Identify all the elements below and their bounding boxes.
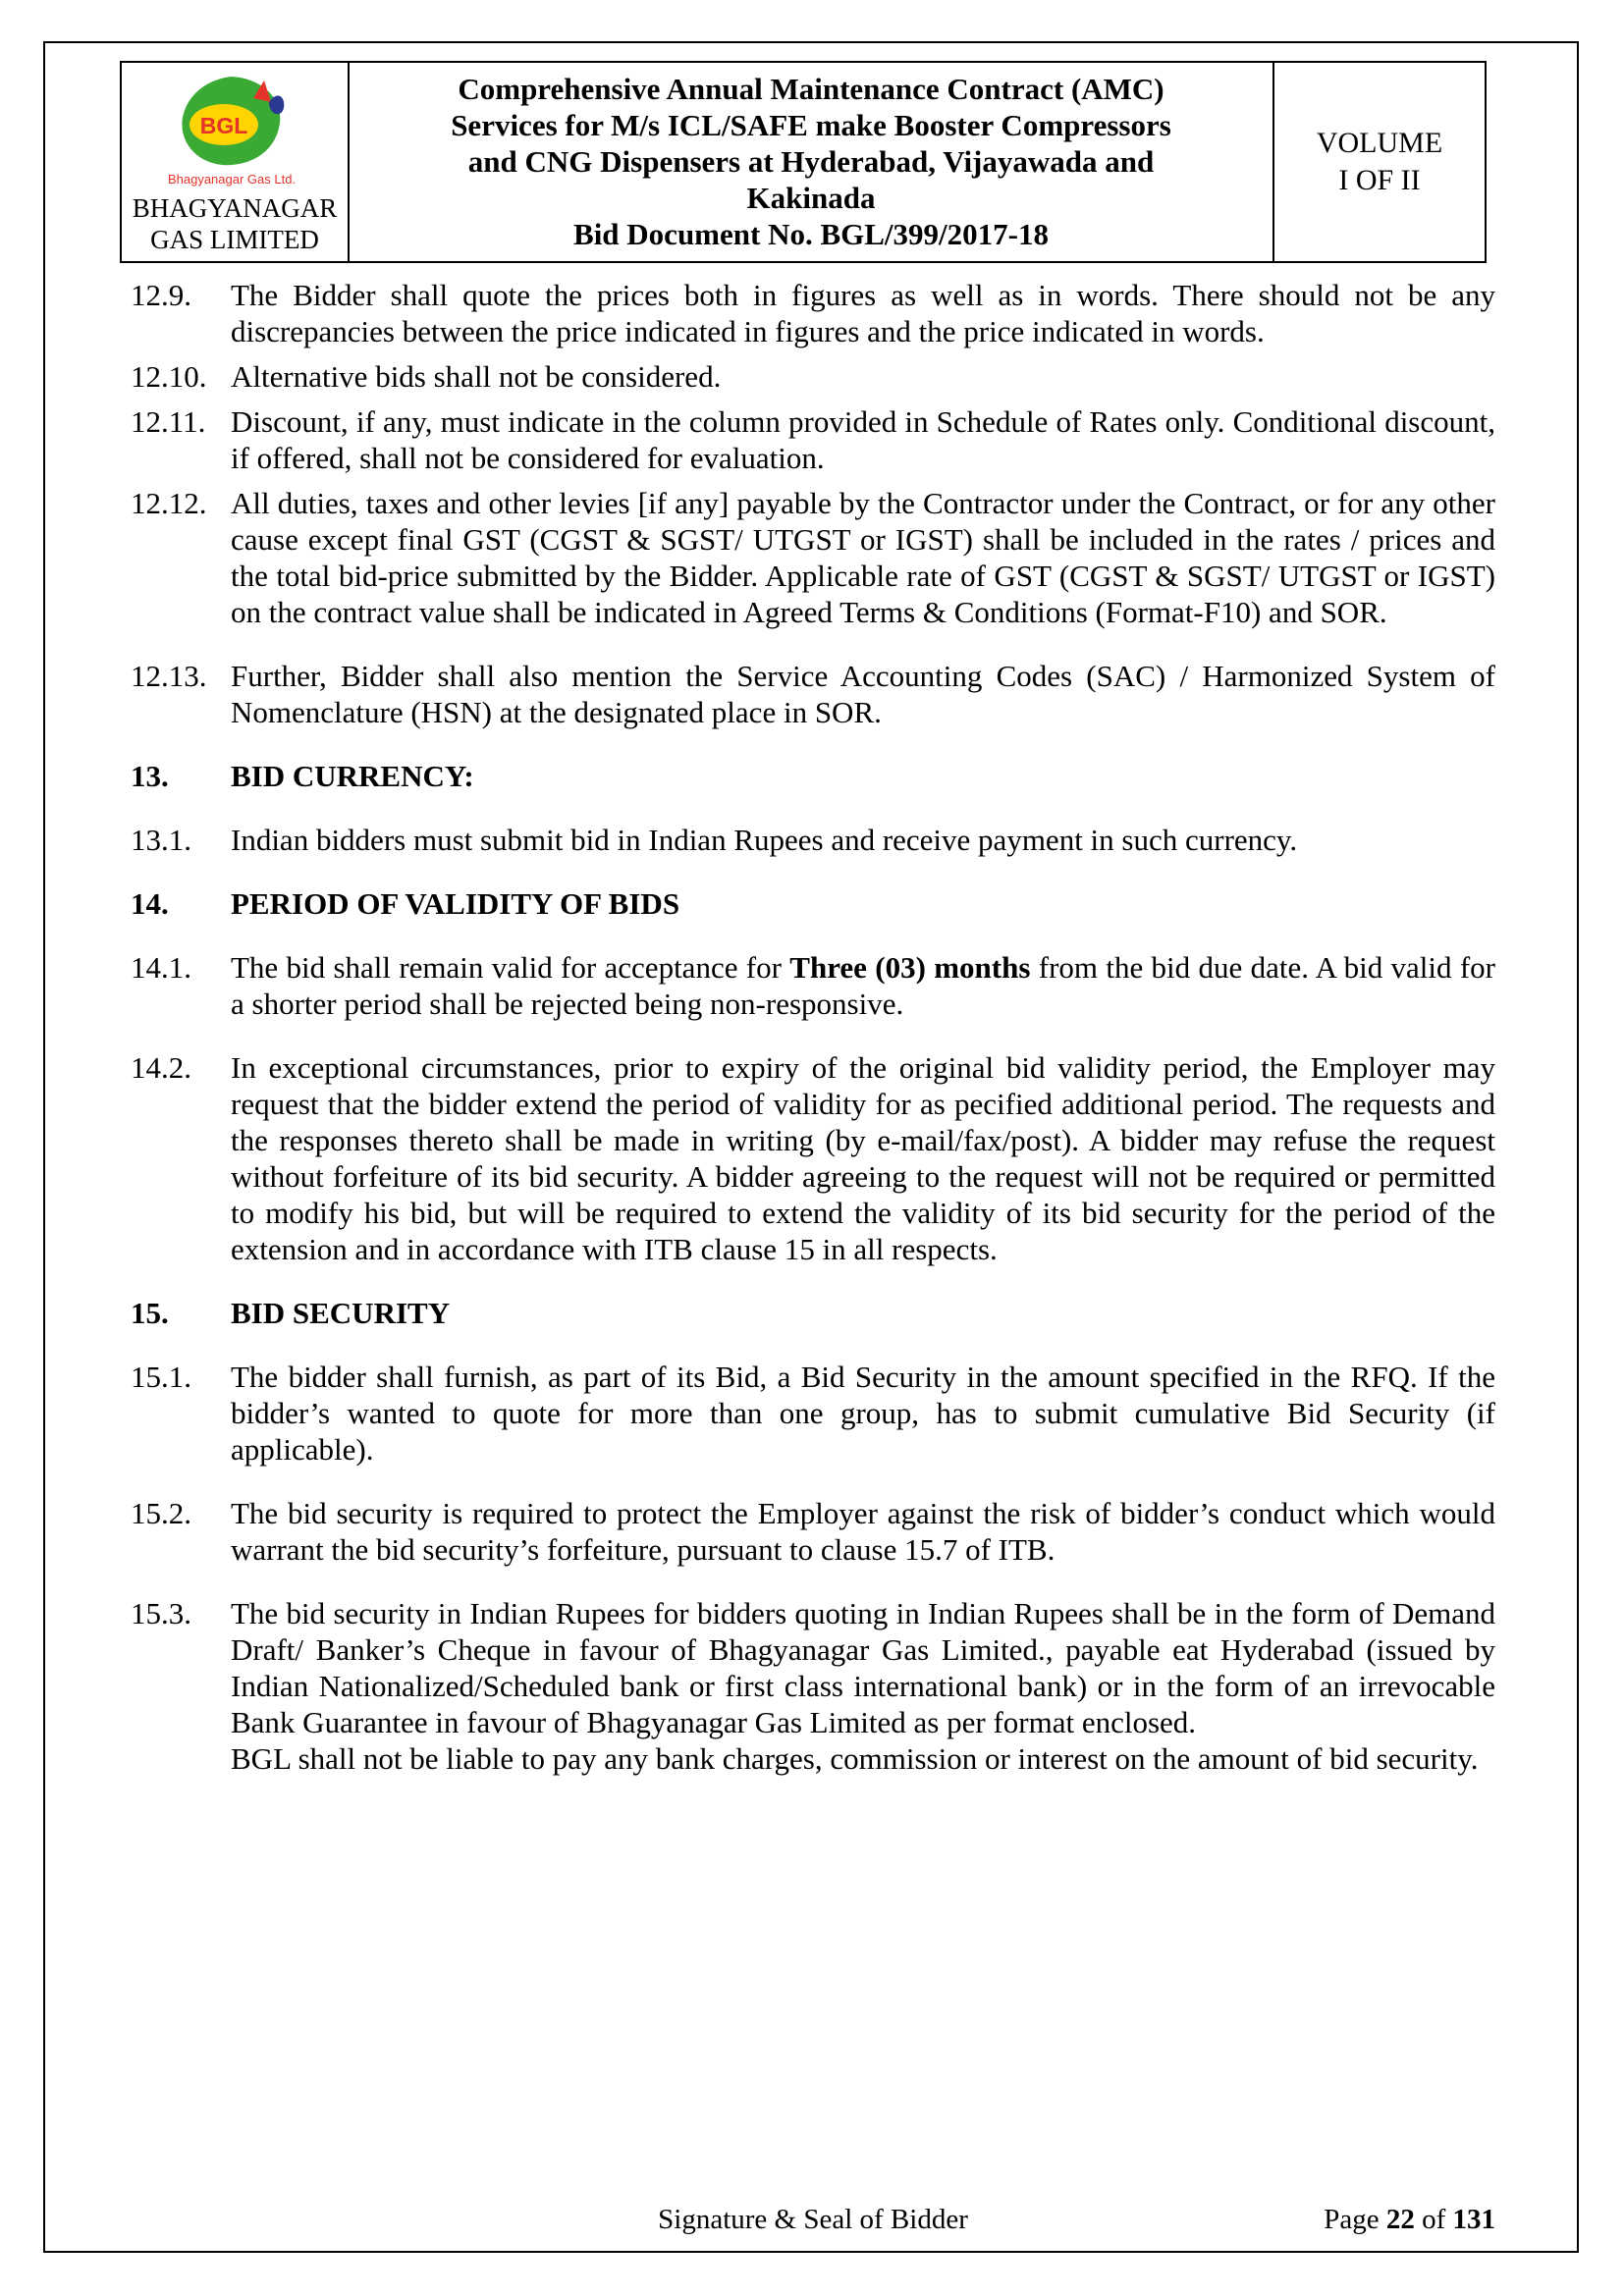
bgl-logo-icon bbox=[167, 71, 302, 190]
clause-number: 14. bbox=[131, 886, 169, 921]
company-name bbox=[133, 192, 338, 255]
page-number bbox=[1312, 2202, 1495, 2237]
clause-number: 12.9. bbox=[131, 278, 191, 312]
clause-text: Indian bidders must submit bid in Indian Rupees and receive payment in such currency. bbox=[231, 823, 1298, 857]
bid-document-number: Bid Document No. BGL/399/2017-18 bbox=[573, 217, 1049, 251]
clause-15-2 bbox=[131, 1495, 1495, 1568]
company-name-line2: GAS LIMITED bbox=[150, 225, 319, 254]
clause-number: 12.13. bbox=[131, 659, 207, 693]
page-current: 22 bbox=[1385, 2204, 1415, 2235]
clause-number: 14.1. bbox=[131, 950, 191, 985]
clause-text bbox=[231, 1595, 1495, 1777]
document-title-line1: Comprehensive Annual Maintenance Contract (AMC) bbox=[458, 72, 1164, 106]
clause-12-13 bbox=[131, 658, 1495, 730]
clause-12-9 bbox=[131, 277, 1495, 349]
document-title-line2: Services for M/s ICL/SAFE make Booster Compressors bbox=[451, 108, 1171, 142]
volume-line2: I OF II bbox=[1338, 164, 1421, 196]
page-word: Page bbox=[1324, 2204, 1386, 2235]
clause-number: 15.1. bbox=[131, 1360, 191, 1394]
clause-15-1 bbox=[131, 1359, 1495, 1468]
title-cell bbox=[350, 63, 1274, 261]
clause-number: 15.3. bbox=[131, 1596, 191, 1630]
company-name-line1: BHAGYANAGAR bbox=[132, 193, 338, 223]
of-word: of bbox=[1414, 2204, 1453, 2235]
clause-number: 13.1. bbox=[131, 823, 191, 857]
clause-14-heading bbox=[131, 885, 1495, 922]
clause-text: All duties, taxes and other levies [if any] payable by the Contractor under the Contract, or for any other cause except final GST (CGST & SGST/ UTGST or IGST) shall be included in the rates / prices and the total bid-price submitted by the Bidder. Applicable rate of GST (CGST & SGST/ UTGST or IGST) on the contract value shall be indicated in Agreed Terms & Conditions (Format-F10) and SOR. bbox=[231, 486, 1495, 629]
clause-text-part: from the bid due date. A bid valid for a shorter period shall be rejected being non-responsive. bbox=[231, 950, 1495, 1021]
clause-text: The bidder shall furnish, as part of its Bid, a Bid Security in the amount specified in the RFQ. If the bidder’s wanted to quote for more than one group, has to submit cumulative Bid Security (if applicable). bbox=[231, 1360, 1495, 1467]
clause-number: 15. bbox=[131, 1296, 169, 1330]
clause-13-heading bbox=[131, 758, 1495, 794]
clause-15-heading bbox=[131, 1295, 1495, 1331]
clause-number: 14.2. bbox=[131, 1050, 191, 1085]
clause-12-10 bbox=[131, 358, 1495, 395]
clause-number: 12.11. bbox=[131, 404, 206, 439]
logo-cell bbox=[122, 63, 350, 261]
document-title-line4: Kakinada bbox=[746, 181, 876, 215]
clause-number: 15.2. bbox=[131, 1496, 191, 1530]
clause-12-12 bbox=[131, 485, 1495, 630]
clause-text: The bid security is required to protect the Employer against the risk of bidder’s conduct which would warrant the bid security’s forfeiture, pursuant to clause 15.7 of ITB. bbox=[231, 1496, 1495, 1567]
document-title-line3: and CNG Dispensers at Hyderabad, Vijayawada and bbox=[467, 144, 1155, 179]
document-body bbox=[131, 277, 1495, 1804]
clause-13-1 bbox=[131, 822, 1495, 858]
clause-text bbox=[231, 949, 1495, 1022]
clause-14-1 bbox=[131, 949, 1495, 1022]
clause-number: 13. bbox=[131, 759, 169, 793]
clause-text: Alternative bids shall not be considered. bbox=[231, 359, 722, 394]
document-footer bbox=[131, 2202, 1495, 2241]
clause-text-paragraph: The bid security in Indian Rupees for bidders quoting in Indian Rupees shall be in the form of Demand Draft/ Banker’s Cheque in favour of Bhagyanagar Gas Limited., payable eat Hyderabad (issued by Indian Nationalized/Scheduled bank or first class international bank) or in the form of an irrevocable Bank Guarantee in favour of Bhagyanagar Gas Limited as per format enclosed. bbox=[231, 1596, 1495, 1739]
logo-caption: Bhagyanagar Gas Ltd. bbox=[167, 172, 297, 187]
clause-number: 12.10. bbox=[131, 359, 207, 394]
document-header bbox=[120, 61, 1487, 263]
clause-14-2 bbox=[131, 1049, 1495, 1267]
clause-text: Discount, if any, must indicate in the column provided in Schedule of Rates only. Conditional discount, if offered, shall not be considered for evaluation. bbox=[231, 404, 1495, 475]
clause-text-bold: Three (03) months bbox=[789, 950, 1031, 985]
clause-text-part: The bid shall remain valid for acceptance for bbox=[231, 950, 790, 985]
logo-monogram: BGL bbox=[199, 113, 248, 138]
clause-number: 12.12. bbox=[131, 486, 207, 520]
clause-text: Further, Bidder shall also mention the Service Accounting Codes (SAC) / Harmonized System of Nomenclature (HSN) at the designated place in SOR. bbox=[231, 659, 1495, 729]
section-heading: BID CURRENCY: bbox=[231, 759, 474, 793]
clause-text: The Bidder shall quote the prices both in figures as well as in words. There should not be any discrepancies between the price indicated in figures and the price indicated in words. bbox=[231, 278, 1495, 348]
section-heading: BID SECURITY bbox=[231, 1296, 451, 1330]
volume-cell bbox=[1274, 63, 1485, 261]
volume-line1: VOLUME bbox=[1316, 127, 1443, 159]
page-total: 131 bbox=[1452, 2204, 1495, 2235]
clause-text: In exceptional circumstances, prior to expiry of the original bid validity period, the Employer may request that the bidder extend the period of validity for as pecified additional period. The requests and the responses thereto shall be made in writing (by e-mail/fax/post). A bidder may refuse the request without forfeiture of its bid security. A bidder agreeing to the request will not be required or permitted to modify his bid, but will be required to extend the validity of its bid security for the period of the extension and in accordance with ITB clause 15 in all respects. bbox=[231, 1050, 1495, 1266]
signature-line: Signature & Seal of Bidder bbox=[658, 2204, 968, 2235]
clause-text-paragraph: BGL shall not be liable to pay any bank charges, commission or interest on the amount of bid security. bbox=[231, 1741, 1479, 1776]
clause-12-11 bbox=[131, 403, 1495, 476]
clause-15-3 bbox=[131, 1595, 1495, 1777]
section-heading: PERIOD OF VALIDITY OF BIDS bbox=[231, 886, 680, 921]
